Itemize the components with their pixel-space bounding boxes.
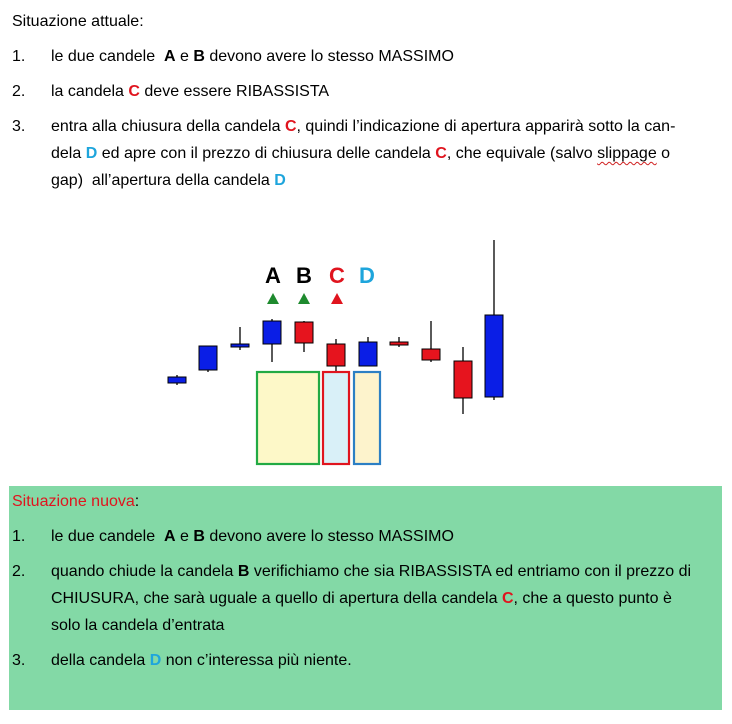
text-line (51, 612, 720, 639)
text-run: slippage (597, 145, 657, 162)
candle-ref: C (435, 145, 447, 162)
label-b: B (296, 263, 312, 288)
candle-3-body (231, 344, 249, 347)
list-number: 3. (12, 652, 26, 669)
candle-ref: D (149, 652, 162, 669)
list-number: 2. (12, 83, 26, 100)
candle-ref: D (85, 145, 98, 162)
section-new-title: Situazione nuova (12, 493, 135, 510)
text-run: le due candele (51, 528, 164, 545)
text-run: o (656, 145, 671, 162)
list-number: 2. (12, 563, 26, 580)
text-run: CHIUSURA, che sarà uguale a quello di apertura della candela (51, 590, 502, 607)
candle-c-body (327, 344, 345, 366)
text-run: B (237, 563, 250, 580)
box-c (323, 372, 349, 464)
text-run: deve essere RIBASSISTA (139, 83, 330, 100)
marker-b-icon (298, 293, 310, 304)
box-d (354, 372, 380, 464)
text-run: quando chiude la candela (51, 563, 238, 580)
text-run: B (193, 528, 205, 545)
label-c: C (329, 263, 345, 288)
text-run: non c’interessa più niente. (161, 652, 352, 669)
section-new-title-colon: : (134, 493, 140, 510)
marker-a-icon (267, 293, 279, 304)
section-current-title: Situazione attuale: (12, 13, 144, 30)
text-line (51, 523, 720, 550)
candle-1-body (168, 377, 186, 383)
text-run: della candela (51, 652, 150, 669)
candle-2-body (199, 346, 217, 370)
section-new (12, 488, 720, 674)
text-run: verifichiamo che sia RIBASSISTA ed entriamo con il prezzo di (249, 563, 692, 580)
candle-ref: C (128, 83, 140, 100)
text-run: solo la candela d’entrata (51, 617, 225, 634)
text-run: entra alla chiusura della candela (51, 118, 285, 135)
candle-9-body (422, 349, 440, 360)
list-text (51, 523, 720, 550)
text-run: la candela (51, 83, 129, 100)
text-run: , che a questo punto è (513, 590, 672, 607)
marker-c-icon (331, 293, 343, 304)
text-run: devono avere lo stesso MASSIMO (204, 48, 454, 65)
list-number: 3. (12, 118, 26, 135)
candle-ref: C (284, 118, 297, 135)
candle-b-body (295, 322, 313, 343)
text-run: e (175, 48, 194, 65)
list-number: 1. (12, 48, 26, 65)
list-item (12, 647, 720, 674)
text-run: e (175, 528, 194, 545)
text-run: ed apre con il prezzo di chiusura delle candela (97, 145, 436, 162)
list-text (51, 558, 720, 639)
text-line (51, 558, 720, 585)
list-item (12, 558, 720, 639)
text-run: , quindi l’indicazione di apertura apparirà sotto la can- (296, 118, 676, 135)
candle-d-body (359, 342, 377, 366)
label-a: A (265, 263, 281, 288)
text-run: B (193, 48, 205, 65)
section-new-list (12, 523, 720, 674)
text-run: devono avere lo stesso MASSIMO (204, 528, 454, 545)
text-run: le due candele (51, 48, 164, 65)
list-item (12, 523, 720, 550)
text-run: , che equivale (salvo (446, 145, 598, 162)
candle-11-body (485, 315, 503, 397)
candle-10-body (454, 361, 472, 398)
text-run: A (163, 48, 176, 65)
text-line (51, 585, 720, 612)
label-d: D (359, 263, 375, 288)
candle-ref: D (274, 172, 286, 189)
list-text (51, 647, 720, 674)
text-line (51, 647, 720, 674)
section-new-title-row (12, 488, 720, 515)
text-run: gap) all’apertura della candela (51, 172, 275, 189)
text-run: dela (51, 145, 86, 162)
text-run: A (163, 528, 176, 545)
list-number: 1. (12, 528, 26, 545)
candle-8-body (390, 342, 408, 345)
candle-a-body (263, 321, 281, 344)
box-ab (257, 372, 319, 464)
candle-ref: C (501, 590, 514, 607)
